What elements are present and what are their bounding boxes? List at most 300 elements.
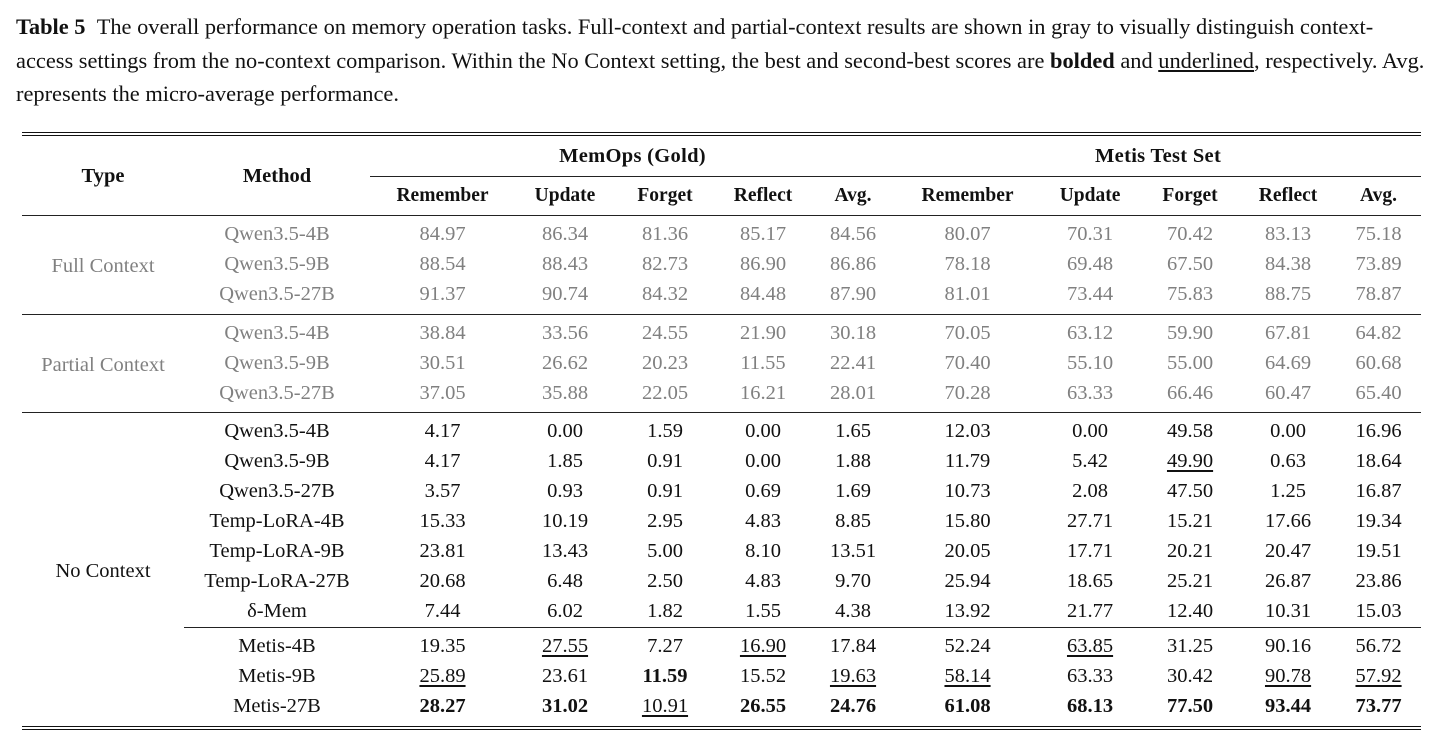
value-text: 55.10 — [1066, 351, 1114, 374]
value-text: 17.84 — [829, 634, 877, 657]
type-cell: Full Context — [51, 254, 155, 277]
value-cell — [1336, 447, 1421, 477]
value-text: 70.40 — [944, 351, 991, 374]
value-cell — [715, 477, 811, 507]
value-text: 31.02 — [541, 694, 589, 717]
value-cell — [895, 537, 1040, 567]
value-cell — [811, 314, 895, 348]
value-text: 78.87 — [1355, 282, 1402, 305]
table-row — [22, 447, 1421, 477]
table-row — [22, 597, 1421, 627]
value-text: 75.83 — [1166, 282, 1214, 305]
table-row — [22, 280, 1421, 314]
value-cell — [1336, 567, 1421, 597]
column-header: Forget — [615, 177, 715, 216]
value-text: 59.90 — [1166, 321, 1214, 344]
value-cell — [1336, 477, 1421, 507]
value-text: 90.78 — [1264, 664, 1312, 687]
value-text: 0.91 — [647, 450, 683, 473]
value-text: 75.18 — [1355, 223, 1402, 245]
table-row — [22, 314, 1421, 348]
value-cell — [370, 507, 515, 537]
value-text: 84.97 — [419, 223, 466, 245]
caption-underline-word: underlined — [1158, 47, 1255, 73]
value-cell — [515, 597, 615, 627]
value-cell — [1240, 349, 1336, 379]
column-header: Forget — [1140, 177, 1240, 216]
value-cell — [895, 314, 1040, 348]
value-cell — [715, 662, 811, 692]
value-text: 0.91 — [647, 480, 683, 503]
type-cell: Partial Context — [22, 314, 184, 413]
value-cell — [515, 216, 615, 250]
value-cell — [715, 250, 811, 280]
value-text: 38.84 — [419, 321, 466, 344]
value-cell — [811, 627, 895, 661]
value-text: 87.90 — [829, 282, 877, 305]
value-cell — [811, 537, 895, 567]
value-cell — [1040, 537, 1140, 567]
value-text: 73.89 — [1355, 252, 1402, 275]
value-cell — [615, 280, 715, 314]
value-text: 4.17 — [424, 420, 461, 443]
caption-and: and — [1114, 47, 1159, 73]
table-row — [22, 379, 1421, 413]
value-cell — [715, 314, 811, 348]
value-cell — [895, 379, 1040, 413]
value-cell — [1140, 216, 1240, 250]
value-cell — [1336, 280, 1421, 314]
value-cell — [715, 627, 811, 661]
caption-text-2: , respectively. Avg. represents the micro-average performance. — [16, 47, 1425, 107]
value-cell — [1040, 216, 1140, 250]
value-text: 11.79 — [944, 450, 991, 473]
value-text: 25.21 — [1166, 569, 1214, 592]
value-text: 70.05 — [944, 321, 991, 344]
table-row — [22, 250, 1421, 280]
value-text: 1.85 — [547, 450, 583, 473]
value-text: 33.56 — [541, 321, 589, 344]
value-text: 52.24 — [944, 634, 991, 657]
value-cell — [1240, 314, 1336, 348]
value-cell — [1240, 662, 1336, 692]
value-text: 25.89 — [419, 664, 466, 687]
value-cell — [615, 567, 715, 597]
value-cell — [1336, 349, 1421, 379]
value-cell — [1040, 477, 1140, 507]
value-cell — [811, 413, 895, 447]
value-cell — [1336, 597, 1421, 627]
value-cell — [1140, 413, 1240, 447]
value-text: 0.00 — [1270, 420, 1306, 443]
value-cell — [1040, 413, 1140, 447]
value-cell — [515, 627, 615, 661]
value-text: 15.52 — [739, 664, 787, 687]
value-text: 12.03 — [944, 420, 991, 443]
value-cell — [1140, 507, 1240, 537]
value-text: 56.72 — [1355, 634, 1402, 657]
value-text: 4.83 — [745, 510, 781, 533]
value-text: 2.50 — [647, 569, 683, 592]
value-cell — [895, 216, 1040, 250]
value-text: 0.00 — [745, 420, 781, 443]
value-cell — [1140, 379, 1240, 413]
value-text: 21.77 — [1066, 599, 1114, 622]
table-row — [22, 477, 1421, 507]
value-text: 60.47 — [1264, 381, 1312, 404]
caption-text-1: The overall performance on memory operation tasks. Full-context and partial-context results are shown in gray to visually distinguish context-access settings from the no-context comparison. Within the No Context setting, the best and second-best scores are — [16, 14, 1374, 73]
value-text: 20.05 — [944, 540, 991, 563]
value-cell — [1240, 216, 1336, 250]
value-text: 15.03 — [1355, 599, 1402, 622]
column-header: Remember — [895, 177, 1040, 216]
value-text: 63.12 — [1066, 321, 1114, 344]
value-cell — [715, 567, 811, 597]
value-cell — [370, 567, 515, 597]
value-cell — [1040, 597, 1140, 627]
value-cell — [1040, 349, 1140, 379]
value-text: 9.70 — [835, 569, 871, 592]
value-cell — [1336, 627, 1421, 661]
value-text: 66.46 — [1166, 381, 1214, 404]
value-text: 18.65 — [1066, 569, 1114, 592]
value-text: 93.44 — [1264, 694, 1312, 717]
value-cell — [895, 447, 1040, 477]
value-cell — [1140, 537, 1240, 567]
value-cell — [1140, 447, 1240, 477]
value-text: 1.88 — [835, 450, 871, 473]
value-cell — [370, 447, 515, 477]
value-text: 19.51 — [1355, 540, 1402, 563]
value-cell — [1140, 567, 1240, 597]
value-cell — [1240, 477, 1336, 507]
head-method: Method — [184, 134, 370, 216]
value-text: 30.42 — [1166, 664, 1214, 687]
value-text: 1.82 — [647, 599, 683, 622]
value-text: 26.62 — [541, 351, 589, 374]
results-table — [22, 132, 1421, 730]
value-text: 1.55 — [745, 599, 781, 622]
value-cell — [1336, 379, 1421, 413]
value-text: 16.21 — [739, 381, 787, 404]
value-cell — [370, 537, 515, 567]
value-cell — [370, 477, 515, 507]
head-group-metis: Metis Test Set — [895, 134, 1421, 177]
value-cell — [515, 692, 615, 728]
value-text: 18.64 — [1355, 450, 1402, 473]
value-cell — [615, 314, 715, 348]
value-cell — [615, 507, 715, 537]
method-cell: Metis-9B — [238, 664, 316, 687]
table-row — [22, 567, 1421, 597]
column-header: Reflect — [1240, 177, 1336, 216]
value-cell — [811, 692, 895, 728]
value-text: 0.00 — [745, 450, 781, 473]
value-text: 24.76 — [829, 694, 877, 717]
value-cell — [715, 379, 811, 413]
value-text: 1.65 — [835, 420, 871, 443]
value-text: 88.43 — [541, 252, 589, 275]
value-cell — [715, 597, 811, 627]
value-cell — [1040, 314, 1140, 348]
value-text: 11.55 — [740, 351, 786, 374]
value-cell — [515, 280, 615, 314]
value-text: 10.91 — [641, 694, 689, 717]
caption-bold-word: bolded — [1050, 47, 1115, 73]
value-cell — [615, 216, 715, 250]
value-text: 12.40 — [1166, 599, 1214, 622]
value-text: 0.93 — [547, 480, 583, 503]
method-cell: Qwen3.5-27B — [219, 381, 335, 404]
value-text: 22.05 — [641, 381, 689, 404]
value-cell — [1140, 349, 1240, 379]
value-text: 26.87 — [1264, 569, 1312, 592]
value-cell — [895, 692, 1040, 728]
value-cell — [895, 627, 1040, 661]
method-cell: Qwen3.5-9B — [224, 450, 330, 473]
value-text: 4.83 — [745, 569, 781, 592]
value-text: 84.32 — [641, 282, 689, 305]
method-cell: Metis-27B — [233, 694, 321, 717]
value-text: 30.18 — [829, 321, 877, 344]
value-text: 6.02 — [547, 599, 583, 622]
value-cell — [615, 379, 715, 413]
value-cell — [370, 280, 515, 314]
value-text: 68.13 — [1066, 694, 1114, 717]
value-cell — [715, 692, 811, 728]
value-text: 1.69 — [835, 480, 871, 503]
value-text: 78.18 — [944, 252, 991, 275]
value-text: 30.51 — [419, 351, 466, 374]
value-cell — [1240, 597, 1336, 627]
value-cell — [811, 250, 895, 280]
value-text: 85.17 — [739, 223, 787, 245]
value-cell — [1040, 662, 1140, 692]
value-cell — [1140, 662, 1240, 692]
value-text: 7.44 — [424, 599, 461, 622]
value-text: 16.90 — [739, 634, 787, 657]
method-cell: Temp-LoRA-27B — [204, 569, 350, 592]
method-cell: Qwen3.5-4B — [184, 314, 370, 348]
method-cell: Qwen3.5-27B — [219, 282, 335, 305]
value-text: 77.50 — [1166, 694, 1214, 717]
value-text: 55.00 — [1166, 351, 1214, 374]
value-text: 19.63 — [829, 664, 877, 687]
value-text: 84.48 — [739, 282, 787, 305]
value-cell — [1140, 692, 1240, 728]
value-text: 20.47 — [1264, 540, 1312, 563]
value-text: 49.58 — [1166, 420, 1214, 443]
value-cell — [811, 662, 895, 692]
value-cell — [370, 597, 515, 627]
value-text: 28.27 — [419, 694, 466, 717]
value-text: 0.00 — [547, 420, 583, 443]
value-text: 27.71 — [1066, 510, 1114, 533]
value-cell — [811, 447, 895, 477]
value-text: 16.96 — [1355, 420, 1402, 443]
value-cell — [895, 250, 1040, 280]
value-cell — [615, 349, 715, 379]
value-text: 10.31 — [1264, 599, 1312, 622]
value-cell — [1140, 597, 1240, 627]
column-header: Update — [515, 177, 615, 216]
value-cell — [1040, 447, 1140, 477]
value-text: 64.69 — [1264, 351, 1312, 374]
value-cell — [370, 692, 515, 728]
value-text: 27.55 — [541, 634, 589, 657]
value-cell — [811, 216, 895, 250]
value-text: 37.05 — [419, 381, 466, 404]
value-text: 67.81 — [1264, 321, 1312, 344]
column-header: Update — [1040, 177, 1140, 216]
value-cell — [370, 314, 515, 348]
value-cell — [1336, 413, 1421, 447]
method-cell: Qwen3.5-4B — [184, 413, 370, 447]
value-text: 0.69 — [745, 480, 781, 503]
value-text: 64.82 — [1355, 321, 1402, 344]
value-text: 91.37 — [419, 282, 466, 305]
value-cell — [370, 250, 515, 280]
value-text: 19.35 — [419, 634, 466, 657]
value-text: 20.21 — [1166, 540, 1214, 563]
value-cell — [895, 413, 1040, 447]
value-text: 2.95 — [647, 510, 683, 533]
value-cell — [1140, 627, 1240, 661]
value-cell — [811, 567, 895, 597]
value-text: 81.36 — [641, 223, 689, 245]
value-text: 13.92 — [944, 599, 991, 622]
column-header: Reflect — [715, 177, 811, 216]
value-cell — [715, 413, 811, 447]
value-cell — [1240, 379, 1336, 413]
value-cell — [615, 692, 715, 728]
value-cell — [370, 349, 515, 379]
table-row — [22, 692, 1421, 728]
value-cell — [1240, 692, 1336, 728]
value-cell — [1336, 314, 1421, 348]
table-row — [22, 216, 1421, 250]
value-cell — [1240, 507, 1336, 537]
method-cell: Temp-LoRA-4B — [209, 510, 345, 533]
value-cell — [1140, 477, 1240, 507]
value-cell — [1336, 692, 1421, 728]
value-text: 19.34 — [1355, 510, 1402, 533]
value-text: 83.13 — [1264, 223, 1312, 245]
value-text: 84.56 — [829, 223, 877, 245]
value-cell — [615, 477, 715, 507]
value-cell — [370, 379, 515, 413]
value-text: 4.17 — [424, 450, 461, 473]
value-text: 65.40 — [1355, 381, 1402, 404]
value-cell — [1240, 413, 1336, 447]
value-text: 90.16 — [1264, 634, 1312, 657]
head-type: Type — [22, 134, 184, 216]
type-cell: No Context — [22, 413, 184, 728]
table-caption — [16, 10, 1430, 111]
value-cell — [515, 507, 615, 537]
value-text: 3.57 — [424, 480, 461, 503]
value-text: 4.38 — [835, 599, 871, 622]
value-cell — [515, 537, 615, 567]
value-text: 2.08 — [1072, 480, 1108, 503]
method-cell: Metis-4B — [184, 627, 370, 661]
value-text: 6.48 — [547, 569, 583, 592]
value-text: 23.61 — [541, 664, 589, 687]
value-cell — [1040, 379, 1140, 413]
value-text: 26.55 — [739, 694, 787, 717]
value-text: 0.63 — [1270, 450, 1306, 473]
value-cell — [1240, 627, 1336, 661]
value-text: 60.68 — [1355, 351, 1402, 374]
value-text: 28.01 — [829, 381, 877, 404]
value-text: 86.34 — [541, 223, 589, 245]
column-header: Avg. — [811, 177, 895, 216]
value-text: 23.81 — [419, 540, 466, 563]
value-text: 80.07 — [944, 223, 991, 245]
table-head — [22, 134, 1421, 216]
method-cell: Qwen3.5-9B — [224, 252, 330, 275]
method-cell: δ-Mem — [247, 599, 307, 622]
value-cell — [1040, 280, 1140, 314]
value-cell — [515, 379, 615, 413]
value-text: 8.10 — [745, 540, 781, 563]
value-text: 23.86 — [1355, 569, 1402, 592]
value-text: 13.51 — [829, 540, 877, 563]
value-cell — [515, 447, 615, 477]
value-text: 10.73 — [944, 480, 991, 503]
value-cell — [615, 413, 715, 447]
value-cell — [515, 349, 615, 379]
method-cell: Temp-LoRA-9B — [209, 540, 345, 563]
method-cell: Qwen3.5-4B — [224, 223, 330, 245]
value-text: 17.71 — [1066, 540, 1114, 563]
value-text: 70.31 — [1066, 223, 1114, 245]
value-text: 67.50 — [1166, 252, 1214, 275]
value-cell — [515, 477, 615, 507]
value-cell — [515, 662, 615, 692]
column-header: Avg. — [1336, 177, 1421, 216]
value-text: 24.55 — [641, 321, 689, 344]
column-header: Remember — [370, 177, 515, 216]
value-text: 21.90 — [739, 321, 787, 344]
value-text: 73.44 — [1066, 282, 1114, 305]
value-cell — [811, 477, 895, 507]
value-text: 5.42 — [1072, 450, 1108, 473]
value-text: 15.21 — [1166, 510, 1214, 533]
value-cell — [1240, 567, 1336, 597]
value-cell — [515, 314, 615, 348]
value-cell — [370, 413, 515, 447]
value-cell — [895, 280, 1040, 314]
value-cell — [715, 447, 811, 477]
value-cell — [515, 413, 615, 447]
value-cell — [615, 597, 715, 627]
value-cell — [811, 379, 895, 413]
value-text: 63.85 — [1066, 634, 1114, 657]
table-row — [22, 413, 1421, 447]
table-row — [22, 662, 1421, 692]
value-cell — [1140, 314, 1240, 348]
value-text: 8.85 — [835, 510, 871, 533]
table-row — [22, 627, 1421, 661]
value-text: 49.90 — [1166, 450, 1214, 473]
value-text: 31.25 — [1166, 634, 1214, 657]
value-text: 81.01 — [944, 282, 991, 305]
value-text: 5.00 — [647, 540, 683, 563]
value-cell — [715, 507, 811, 537]
value-text: 16.87 — [1355, 480, 1402, 503]
value-text: 58.14 — [944, 664, 991, 687]
